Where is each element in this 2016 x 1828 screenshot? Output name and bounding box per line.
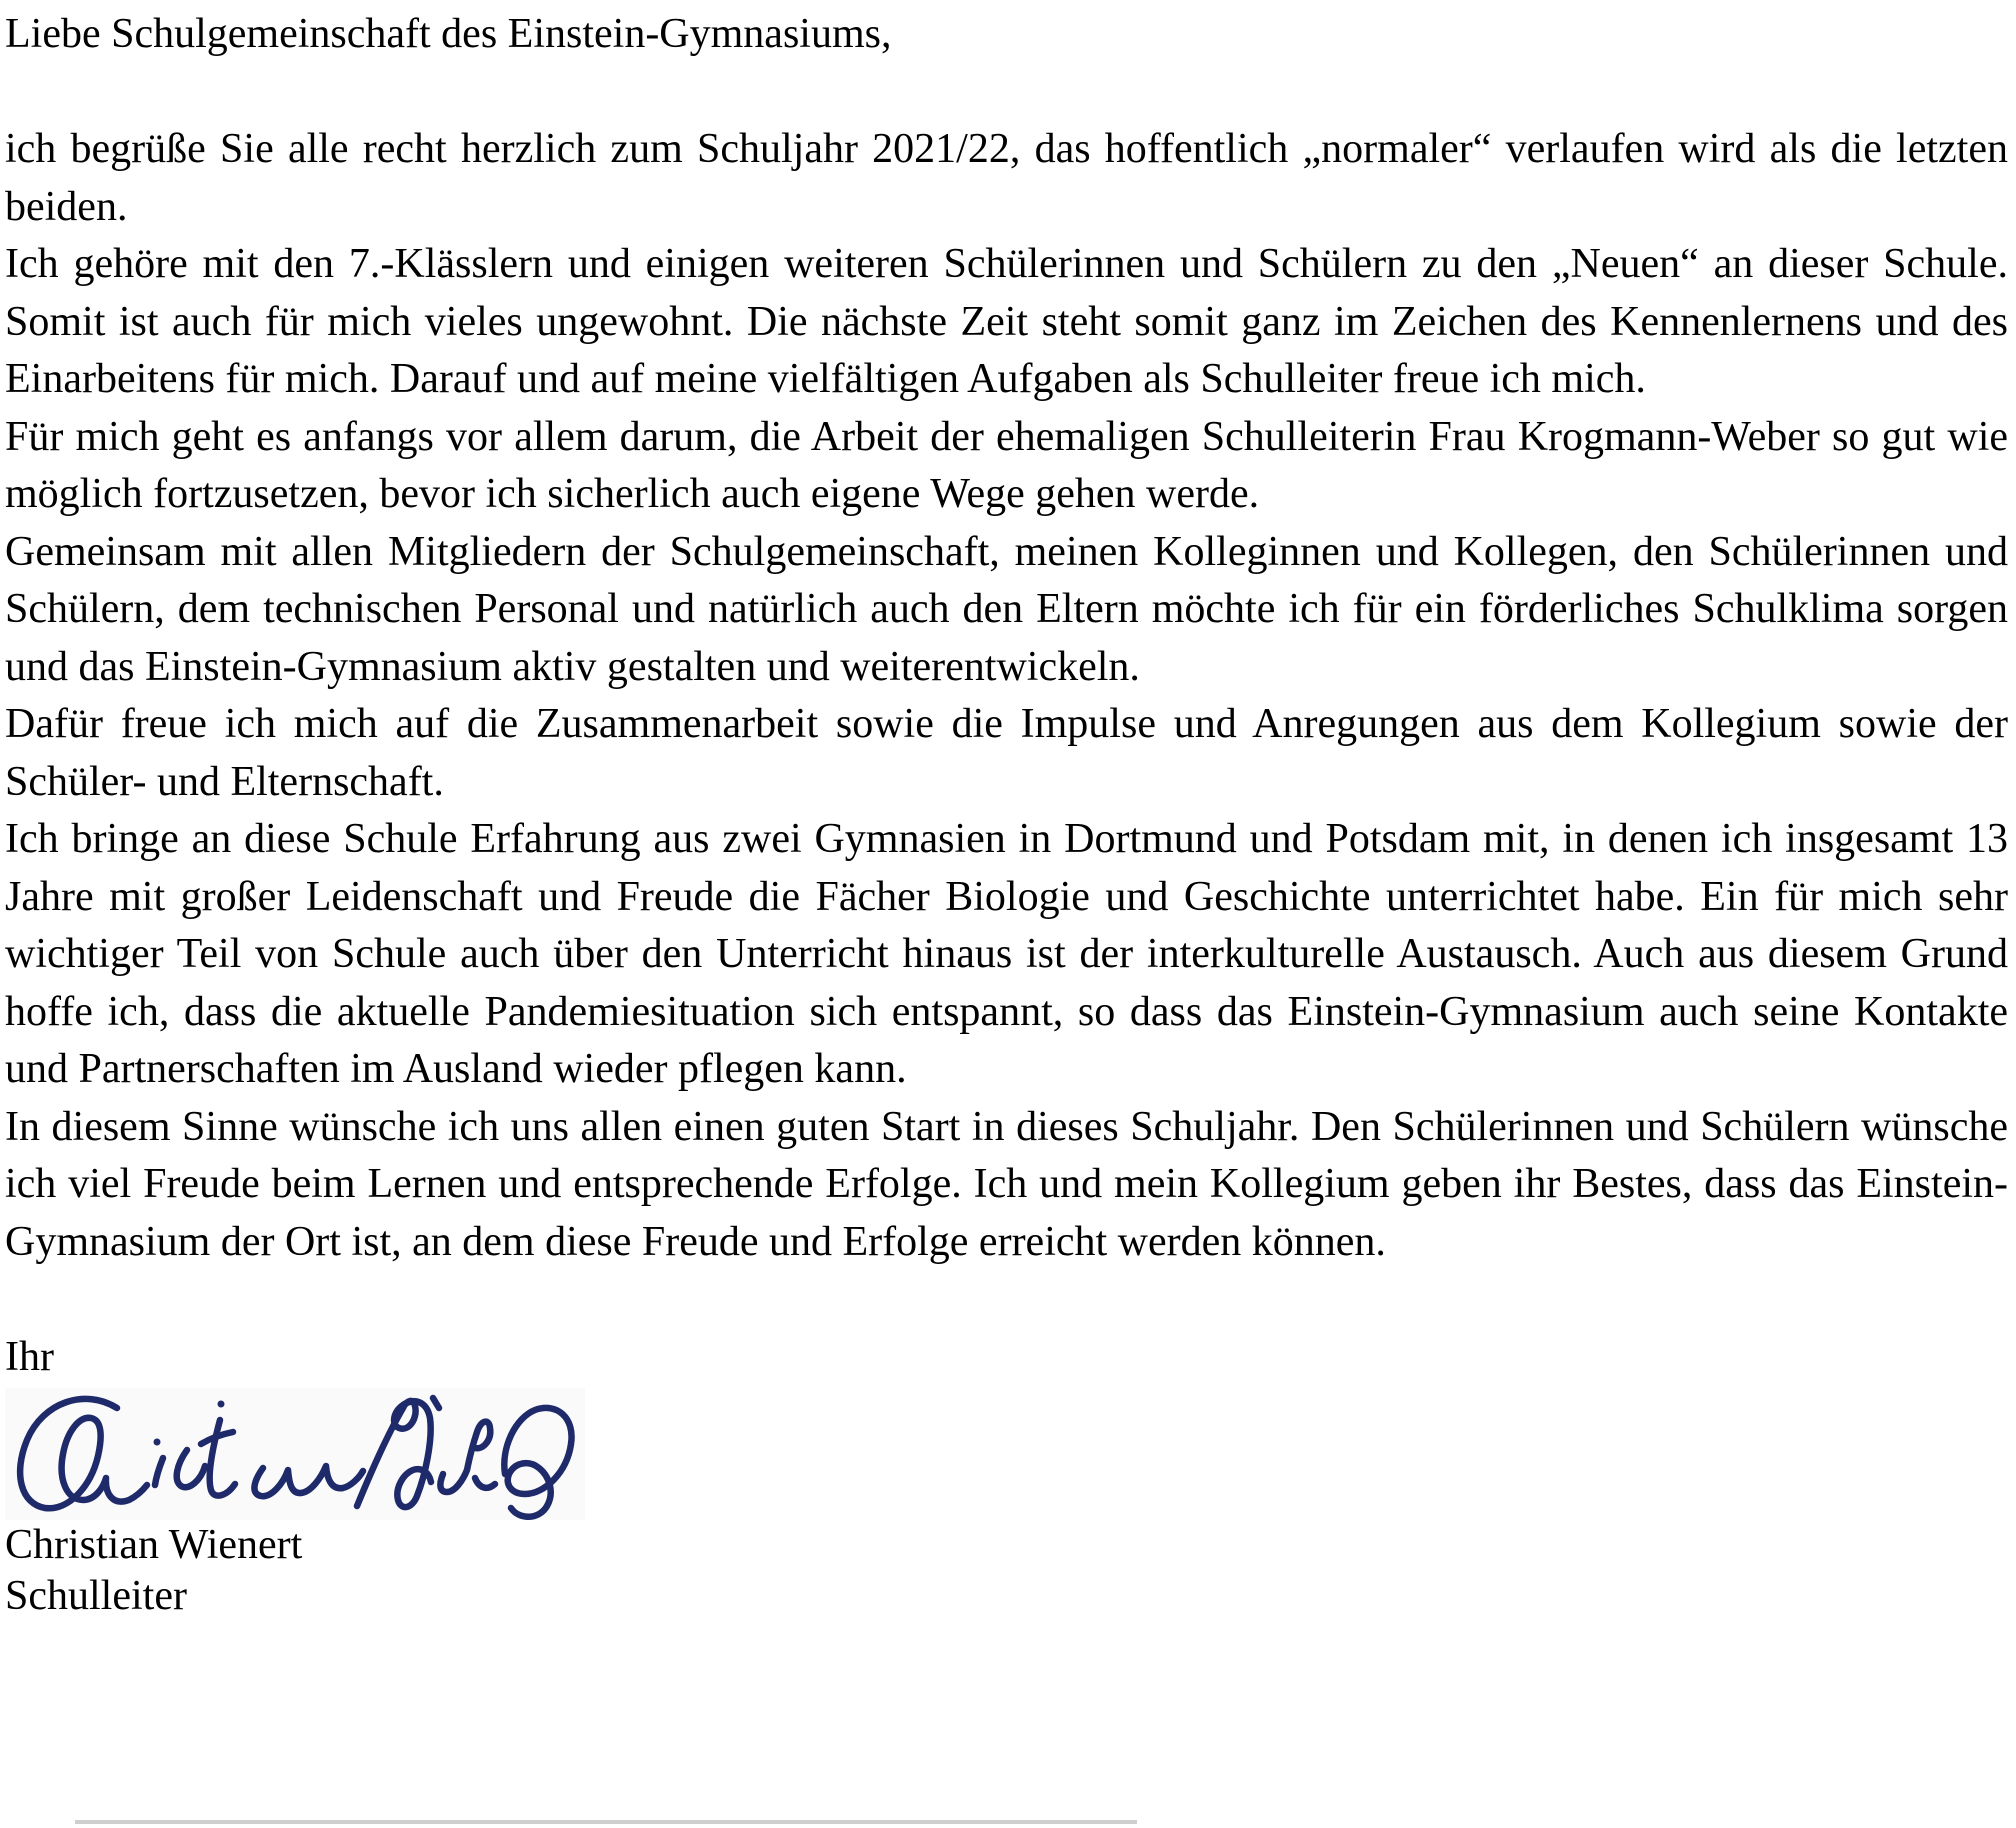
- signatory-role: Schulleiter: [5, 1573, 187, 1619]
- signature-image: [5, 1388, 585, 1520]
- signature-stroke: [357, 1401, 431, 1507]
- paragraph-experience: Ich bringe an diese Schule Erfahrung aus zwei Gymnasien in Dortmund und Potsdam mit, in denen ich insgesamt 13 Jahre mit großer Leidenschaft und Freude die Fächer Biologie und Geschichte unterrichtet habe. Ein für mich sehr wichtiger Teil von Schule auch über den Unterricht hinaus ist der interkulturelle Austausch. Auch aus diesem Grund hoffe ich, dass die aktuelle Pandemiesituation sich entspannt, so dass das Einstein-Gymnasium auch seine Kontakte und Partnerschaften im Ausland wieder pflegen kann.: [5, 816, 2008, 1092]
- paragraph-school-community: Gemeinsam mit allen Mitgliedern der Schulgemeinschaft, meinen Kolleginnen und Kollegen, den Schülerinnen und Schülern, dem technischen Personal und natürlich auch den Eltern möchte ich für ein förderliches Schulklima sorgen und das Einstein-Gymnasium aktiv gestalten und weiterentwickeln.: [5, 528, 2008, 690]
- signature-dot: [154, 1439, 161, 1446]
- salutation: Liebe Schulgemeinschaft des Einstein-Gymnasiums,: [5, 11, 892, 57]
- signature-stroke: [440, 1422, 490, 1492]
- signature-stroke: [254, 1466, 363, 1496]
- signature-stroke: [155, 1458, 163, 1485]
- signature-stroke: [475, 1478, 495, 1488]
- signature-dot: [218, 1401, 225, 1408]
- closing-word: Ihr: [5, 1333, 54, 1380]
- page-bottom-rule: [75, 1820, 1137, 1824]
- paragraph-wishes: In diesem Sinne wünsche ich uns allen einen guten Start in dieses Schuljahr. Den Schülerinnen und Schülern wünsche ich viel Freude beim Lernen und entsprechende Erfolge. Ich und mein Kollegium geben ihr Bestes, dass das Einstein-Gymnasium der Ort ist, an dem diese Freude und Erfolge erreicht werden können.: [5, 1103, 2008, 1265]
- signatory-name: Christian Wienert: [5, 1522, 303, 1568]
- signature-stroke: [177, 1450, 205, 1487]
- handwritten-signature: [5, 1388, 585, 1520]
- signature-stroke: [433, 1398, 439, 1408]
- paragraph-greeting: ich begrüße Sie alle recht herzlich zum Schuljahr 2021/22, das hoffentlich „normaler“ verlaufen wird als die letzten beiden.: [5, 126, 2008, 230]
- paragraph-new-at-school: Ich gehöre mit den 7.-Klässlern und einigen weiteren Schülerinnen und Schülern zu den „Neuen“ an dieser Schule. Somit ist auch für mich vieles ungewohnt. Die nächste Zeit steht somit ganz im Zeichen des Kennenlernens und des Einarbeitens für mich. Darauf und auf meine vielfältigen Aufgaben als Schulleiter freue ich mich.: [5, 241, 2008, 402]
- paragraph-cooperation: Dafür freue ich mich auf die Zusammenarbeit sowie die Impulse und Anregungen aus dem Kollegium sowie der Schüler- und Elternschaft.: [5, 701, 2008, 805]
- signature-stroke: [504, 1408, 571, 1517]
- signature-stroke: [20, 1399, 147, 1508]
- paragraph-predecessor: Für mich geht es anfangs vor allem darum, die Arbeit der ehemaligen Schulleiterin Frau Krogmann-Weber so gut wie möglich fortzusetzen, bevor ich sicherlich auch eigene Wege gehen werde.: [5, 413, 2008, 517]
